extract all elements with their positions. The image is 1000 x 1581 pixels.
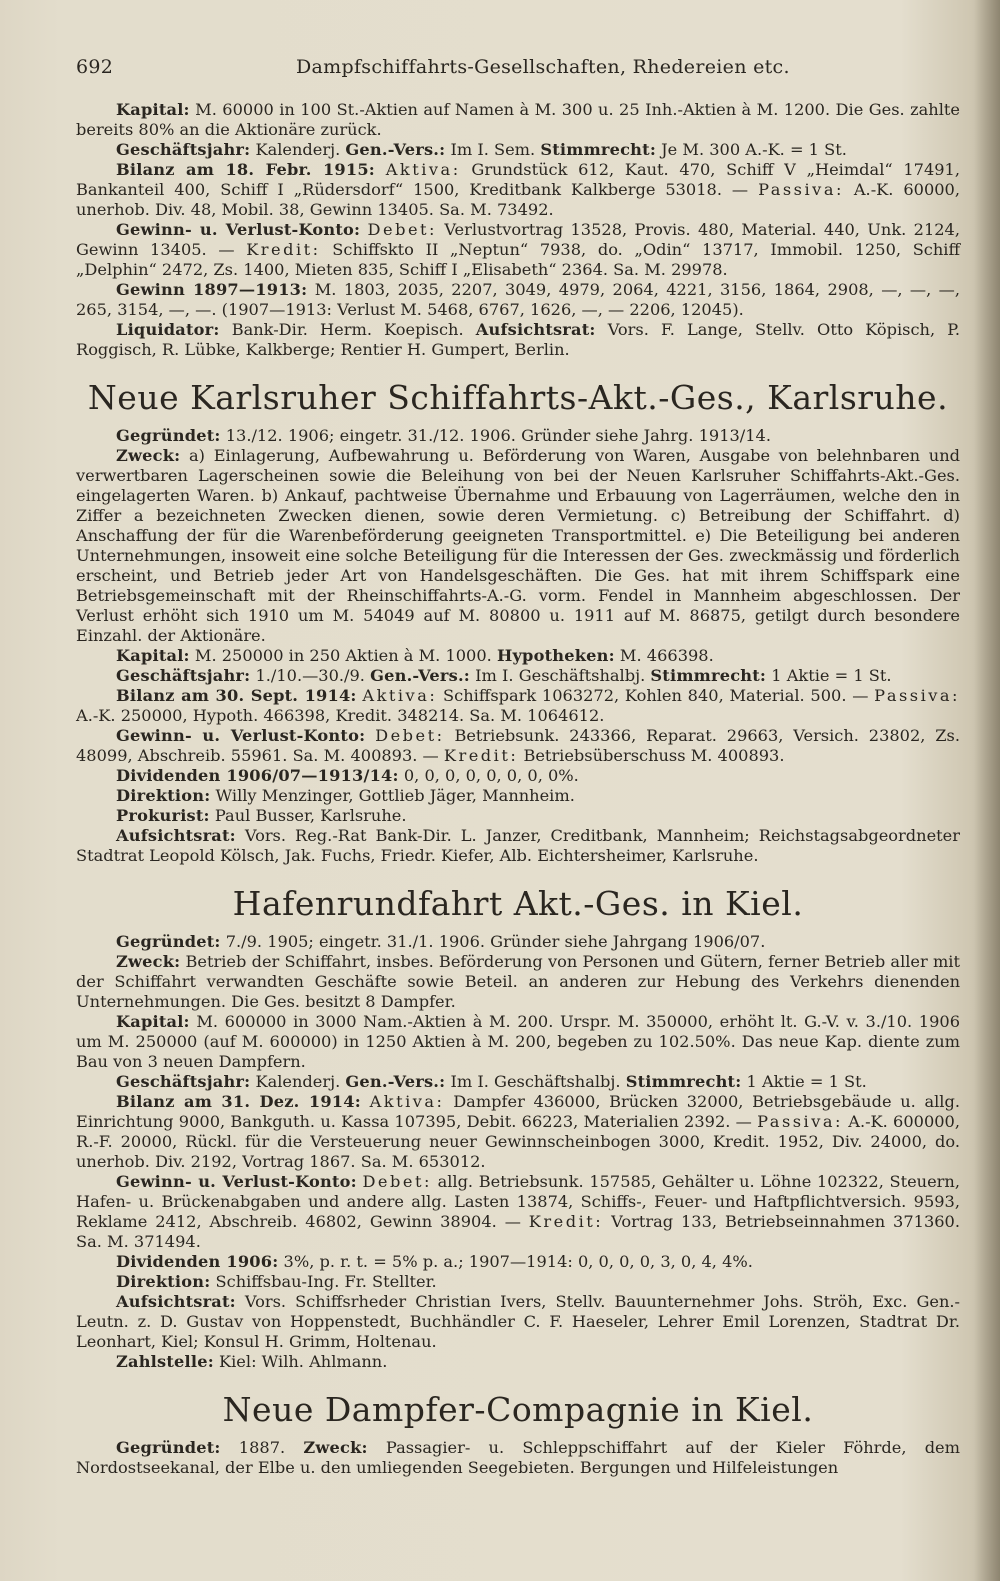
field-text: Vors. F. Lange, Stellv. Otto Köpisch, P. Roggisch, R. Lübke, Kalkberge; Rentier H. Gumpert, Berlin. xyxy=(76,320,960,359)
field-text: Dampfer 436000, Brücken 32000, Betriebsgebäude u. allg. Einrichtung 9000, Bankguth. u. Kassa 107395, Debit. 66223, Materialien 2392. — xyxy=(76,1092,960,1131)
field-text: allg. Betriebsunk. 157585, Gehälter u. Löhne 102322, Steuern, Hafen- u. Brückenabgaben und andere allg. Lasten 13874, Schiffs-, Feuer- und Haftpflichtversich. 9593, Reklame 2412, Abschreib. 46802, Gewinn 38904. — xyxy=(76,1172,960,1231)
field-label: Kapital: xyxy=(116,100,190,119)
field-text: Kiel: Wilh. Ahlmann. xyxy=(213,1352,388,1371)
field-text: 7./9. 1905; eingetr. 31./1. 1906. Gründer siehe Jahrgang 1906/07. xyxy=(220,932,766,951)
field-label: Gen.-Vers.: xyxy=(345,140,446,159)
entry-paragraph xyxy=(76,826,960,866)
field-label: Geschäftsjahr: xyxy=(116,666,251,685)
field-text: A.-K. 60000, unerhob. Div. 48, Mobil. 38, Gewinn 13405. Sa. M. 73492. xyxy=(76,180,960,219)
field-text: Kalenderj. xyxy=(250,1072,346,1091)
running-head xyxy=(76,56,960,78)
entry-paragraph xyxy=(76,786,960,806)
field-label: Gewinn- u. Verlust-Konto: xyxy=(116,1172,357,1191)
spaced-label: Aktiva: xyxy=(385,160,461,179)
spaced-label: Debet: xyxy=(362,1172,432,1191)
field-text: Im I. Geschäftshalbj. xyxy=(445,1072,626,1091)
field-text: Schiffspark 1063272, Kohlen 840, Material. 500. — xyxy=(437,686,875,705)
entry-paragraph xyxy=(76,220,960,280)
field-label: Gewinn- u. Verlust-Konto: xyxy=(116,726,366,745)
entry-paragraph xyxy=(76,1252,960,1272)
field-label: Bilanz am 18. Febr. 1915: xyxy=(116,160,375,179)
field-text: Kalenderj. xyxy=(250,140,346,159)
entry-paragraph xyxy=(76,280,960,320)
field-text: Willy Menzinger, Gottlieb Jäger, Mannheim. xyxy=(210,786,575,805)
field-text: M. 1803, 2035, 2207, 3049, 4979, 2064, 4221, 3156, 1864, 2908, —, —, —, 265, 3154, —, —. (1907—1913: Verlust M. 5468, 6767, 1626, —, — 2206, 12045). xyxy=(76,280,960,319)
field-label: Dividenden 1906/07—1913/14: xyxy=(116,766,399,785)
field-label: Gegründet: xyxy=(116,932,221,951)
company-entry xyxy=(76,1390,960,1478)
running-title: Dampfschiffahrts-Gesellschaften, Rhedereien etc. xyxy=(296,56,790,78)
field-label: Gen.-Vers.: xyxy=(345,1072,446,1091)
field-text: 1887. xyxy=(220,1438,304,1457)
entry-paragraph xyxy=(76,160,960,220)
entry-paragraph xyxy=(76,1072,960,1092)
field-label: Direktion: xyxy=(116,1272,211,1291)
spaced-label: Aktiva: xyxy=(362,686,438,705)
field-text xyxy=(375,160,386,179)
field-label: Zweck: xyxy=(116,952,181,971)
field-text: Im I. Sem. xyxy=(445,140,541,159)
field-text: M. 600000 in 3000 Nam.-Aktien à M. 200. Urspr. M. 350000, erhöht lt. G.-V. v. 3./10. 1906 um M. 250000 (auf M. 600000) in 1250 Aktien à M. 200, begeben zu 102.50%. Das neue Kap. diente zum Bau von 3 neuen Dampfern. xyxy=(76,1012,960,1071)
field-text: Schiffskto II „Neptun“ 7938, do. „Odin“ 13717, Immobil. 1250, Schiff „Delphin“ 2472, Zs. 1400, Mieten 835, Schiff I „Elisabeth“ 2364. Sa. M. 29978. xyxy=(76,240,960,279)
field-label: Geschäftsjahr: xyxy=(116,140,251,159)
field-text xyxy=(360,220,367,239)
field-label: Liquidator: xyxy=(116,320,220,339)
field-text: Je M. 300 A.-K. = 1 St. xyxy=(656,140,847,159)
spaced-label: Kredit: xyxy=(246,240,321,259)
field-text: Vortrag 133, Betriebseinnahmen 371360. Sa. M. 371494. xyxy=(76,1212,960,1251)
field-label: Direktion: xyxy=(116,786,211,805)
entry-paragraph xyxy=(76,806,960,826)
spaced-label: Passiva: xyxy=(874,686,961,705)
spaced-label: Debet: xyxy=(367,220,437,239)
field-text: 13./12. 1906; eingetr. 31./12. 1906. Gründer siehe Jahrg. 1913/14. xyxy=(220,426,771,445)
field-text: A.-K. 600000, R.-F. 20000, Rückl. für die Versteuerung neuer Gewinnscheinbogen 3000, Kredit. 1952, Div. 24000, do. unerhob. Div. 2192, Vortrag 1867. Sa. M. 653012. xyxy=(76,1112,960,1171)
field-text: 3%, p. r. t. = 5% p. a.; 1907—1914: 0, 0, 0, 0, 3, 0, 4, 4%. xyxy=(278,1252,753,1271)
entry-paragraph xyxy=(76,1272,960,1292)
field-text: Passagier- u. Schleppschiffahrt auf der Kieler Föhrde, dem Nordostseekanal, der Elbe u. den umliegenden Seegebieten. Bergungen und Hilfeleistungen xyxy=(76,1438,960,1477)
spaced-label: Kredit: xyxy=(528,1212,604,1231)
spaced-label: Debet: xyxy=(375,726,445,745)
field-label: Zweck: xyxy=(303,1438,368,1457)
company-title: Neue Karlsruher Schiffahrts-Akt.-Ges., Karlsruhe. xyxy=(87,378,949,417)
field-label: Kapital: xyxy=(116,1012,190,1031)
field-label: Stimmrecht: xyxy=(540,140,657,159)
company-entry xyxy=(76,884,960,1372)
field-text: M. 60000 in 100 St.-Aktien auf Namen à M. 300 u. 25 Inh.-Aktien à M. 1200. Die Ges. zahlte bereits 80% an die Aktionäre zurück. xyxy=(76,100,960,139)
field-label: Bilanz am 31. Dez. 1914: xyxy=(116,1092,361,1111)
field-text: Schiffsbau-Ing. Fr. Stellter. xyxy=(210,1272,437,1291)
entry-paragraph xyxy=(76,952,960,1012)
field-text: 0, 0, 0, 0, 0, 0, 0, 0%. xyxy=(398,766,579,785)
field-text: Bank-Dir. Herm. Koepisch. xyxy=(219,320,476,339)
entry-paragraph xyxy=(76,446,960,646)
field-text: 1 Aktie = 1 St. xyxy=(741,1072,867,1091)
field-text: M. 466398. xyxy=(614,646,714,665)
field-label: Prokurist: xyxy=(116,806,210,825)
field-label: Gewinn 1897—1913: xyxy=(116,280,308,299)
field-text: Betriebsunk. 243366, Reparat. 29663, Versich. 23802, Zs. 48099, Abschreib. 55961. Sa. M. 400893. — xyxy=(76,726,960,765)
field-text: Im I. Geschäftshalbj. xyxy=(470,666,651,685)
page-edge-shadow xyxy=(974,0,1000,1581)
field-label: Aufsichtsrat: xyxy=(475,320,596,339)
field-label: Zweck: xyxy=(116,446,181,465)
field-label: Zahlstelle: xyxy=(116,1352,214,1371)
spaced-label: Kredit: xyxy=(443,746,519,765)
field-text: Paul Busser, Karlsruhe. xyxy=(209,806,407,825)
field-label: Dividenden 1906: xyxy=(116,1252,279,1271)
entry-paragraph xyxy=(76,646,960,666)
company-title: Neue Dampfer-Compagnie in Kiel. xyxy=(222,1390,814,1429)
entry-paragraph xyxy=(76,1012,960,1072)
field-label: Geschäftsjahr: xyxy=(116,1072,251,1091)
field-text: Vors. Schiffsrheder Christian Ivers, Stellv. Bauunternehmer Johs. Ströh, Exc. Gen.-Leutn. z. D. Gustav von Hoppenstedt, Buchhändler C. F. Haeseler, Lehrer Emil Lorenzen, Stadtrat Dr. Leonhart, Kiel; Konsul H. Grimm, Holtenau. xyxy=(76,1292,960,1351)
field-label: Stimmrecht: xyxy=(650,666,767,685)
field-label: Bilanz am 30. Sept. 1914: xyxy=(116,686,357,705)
field-text xyxy=(365,726,375,745)
field-label: Aufsichtsrat: xyxy=(116,826,236,845)
field-text: Betriebsüberschuss M. 400893. xyxy=(518,746,785,765)
entry-paragraph xyxy=(76,766,960,786)
field-label: Gewinn- u. Verlust-Konto: xyxy=(116,220,361,239)
entry-paragraph xyxy=(76,726,960,766)
field-label: Stimmrecht: xyxy=(625,1072,742,1091)
entry-paragraph xyxy=(76,100,960,140)
field-text: Verlustvortrag 13528, Provis. 480, Material. 440, Unk. 2124, Gewinn 13405. — xyxy=(76,220,960,259)
field-label: Hypotheken: xyxy=(496,646,615,665)
entries-container xyxy=(76,100,960,1478)
field-text xyxy=(361,1092,370,1111)
spaced-label: Passiva: xyxy=(758,180,844,199)
entry-paragraph xyxy=(76,1092,960,1172)
field-text: a) Einlagerung, Aufbewahrung u. Beförderung von Waren, Ausgabe von belehnbaren und verwertbaren Lagerscheinen sowie die Beleihung von bei der Neuen Karlsruher Schiffahrts-Akt.-Ges. eingelagerten Waren. b) Ankauf, pachtweise Übernahme und Erbauung von Lagerräumen, welche den in Ziffer a bezeichneten Zwecken dienen, sowie deren Vermietung. c) Betreibung der Schiffahrt. d) Anschaffung der für die Warenbeförderung geeigneten Transportmittel. e) Die Beteiligung bei anderen Unternehmungen, insoweit eine solche Beteiligung für die Interessen der Ges. zweckmässig und förderlich erscheint, und Betrieb jeder Art von Handelsgeschäften. Die Ges. hat mit ihrem Schiffspark eine Betriebsgemeinschaft mit der Rheinschiffahrts-A.-G. vorm. Fendel in Mannheim abgeschlossen. Der Verlust erhöht sich 1910 um M. 54049 auf M. 80800 u. 1911 auf M. 86875, getilgt durch besondere Einzahl. der Aktionäre. xyxy=(76,446,960,645)
entry-paragraph xyxy=(76,140,960,160)
field-text: 1./10.—30./9. xyxy=(250,666,371,685)
company-entry xyxy=(76,100,960,360)
field-text: Grundstück 612, Kaut. 470, Schiff V „Heimdal“ 17491, Bankanteil 400, Schiff I „Rüdersdorf“ 1500, Kreditbank Kalkberge 53018. — xyxy=(76,160,961,199)
entry-paragraph xyxy=(76,1438,960,1478)
company-title: Hafenrundfahrt Akt.-Ges. in Kiel. xyxy=(232,884,804,923)
field-label: Kapital: xyxy=(116,646,190,665)
spaced-label: Aktiva: xyxy=(369,1092,445,1111)
entry-paragraph xyxy=(76,320,960,360)
entry-paragraph xyxy=(76,1292,960,1352)
field-text: Betrieb der Schiffahrt, insbes. Beförderung von Personen und Gütern, ferner Betrieb aller mit der Schiffahrt verwandten Geschäfte sowie Beteil. an anderen zur Hebung des Verkehrs dienenden Unternehmungen. Die Ges. besitzt 8 Dampfer. xyxy=(76,952,960,1011)
field-label: Aufsichtsrat: xyxy=(116,1292,236,1311)
entry-paragraph xyxy=(76,686,960,726)
entry-paragraph xyxy=(76,426,960,446)
field-text: 1 Aktie = 1 St. xyxy=(766,666,892,685)
entry-paragraph xyxy=(76,666,960,686)
field-text: M. 250000 in 250 Aktien à M. 1000. xyxy=(189,646,497,665)
entry-paragraph xyxy=(76,932,960,952)
entry-paragraph xyxy=(76,1352,960,1372)
page-number: 692 xyxy=(76,56,114,78)
entry-paragraph xyxy=(76,1172,960,1252)
company-entry xyxy=(76,378,960,866)
field-text: Vors. Reg.-Rat Bank-Dir. L. Janzer, Creditbank, Mannheim; Reichstagsabgeordneter Stadtrat Leopold Kölsch, Jak. Fuchs, Friedr. Kiefer, Alb. Eichtersheimer, Karlsruhe. xyxy=(76,826,960,865)
spaced-label: Passiva: xyxy=(757,1112,843,1131)
field-label: Gen.-Vers.: xyxy=(370,666,470,685)
field-label: Gegründet: xyxy=(116,426,221,445)
field-text: A.-K. 250000, Hypoth. 466398, Kredit. 348214. Sa. M. 1064612. xyxy=(76,706,605,725)
field-label: Gegründet: xyxy=(116,1438,221,1457)
